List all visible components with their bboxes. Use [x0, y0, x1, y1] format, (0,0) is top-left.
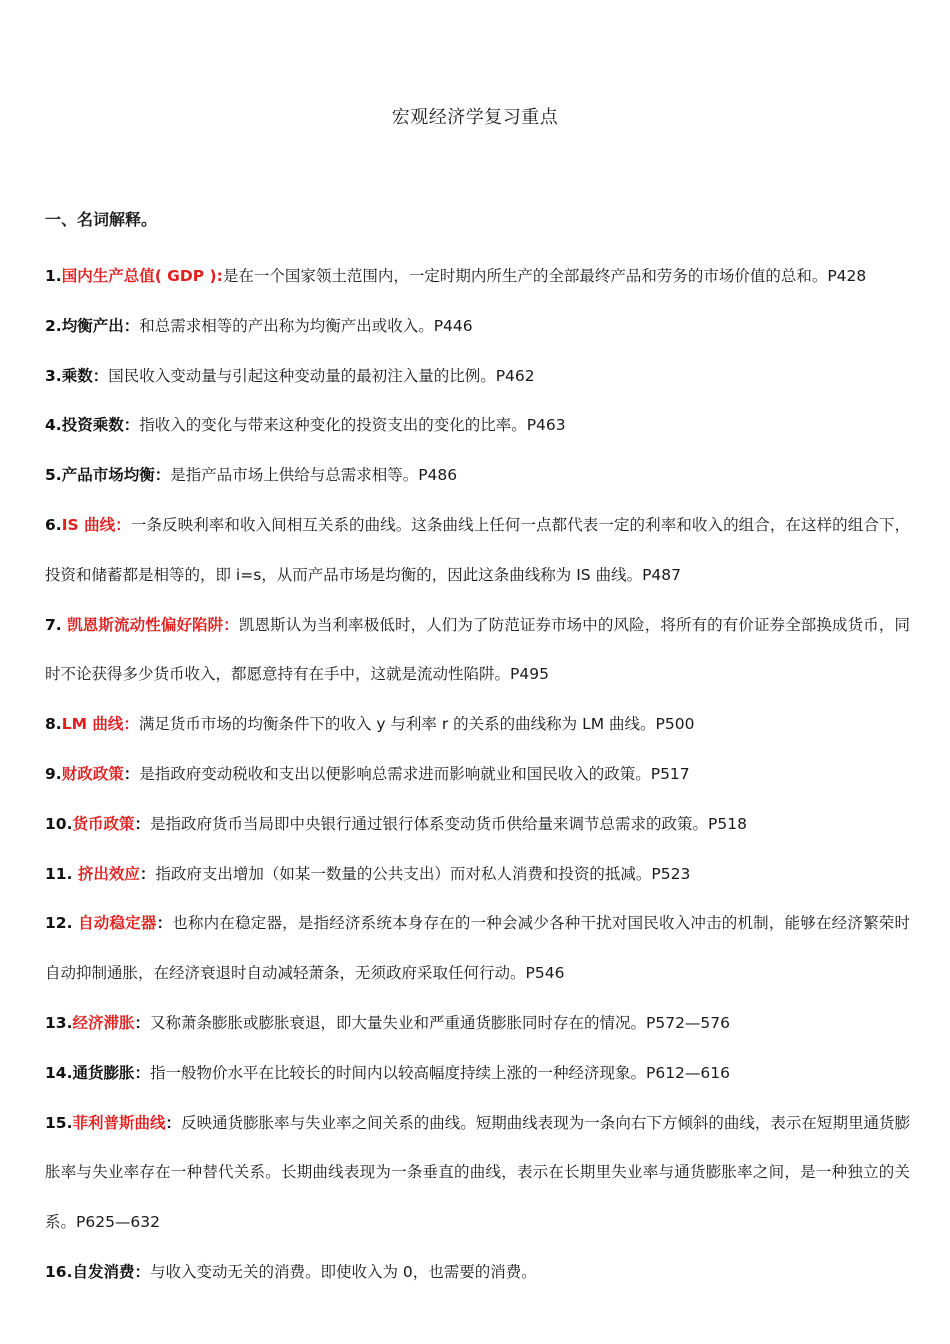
definition-entry-7 — [45, 601, 910, 701]
entry-term-punct: : — [216, 267, 223, 285]
entry-term-punct: ： — [165, 1113, 182, 1132]
entry-number: 8. — [45, 715, 62, 734]
definition-entry-9 — [45, 750, 910, 800]
entry-number: 13. — [45, 1013, 73, 1032]
definition-entry-8 — [45, 700, 910, 750]
entry-number: 11. — [45, 864, 78, 883]
definition-entry-5 — [45, 451, 910, 501]
entry-term-plain: 投资乘数： — [61, 416, 140, 435]
entry-definition: 反映通货膨胀率与失业率之间关系的曲线。短期曲线表现为一条向右下方倾斜的曲线，表示在短期里通货膨胀率与失业率存在一种替代关系。长期曲线表现为一条垂直的曲线，表示在长期里失业率与通货膨胀率之间，是一种独立的关系。P625—632 — [45, 1113, 910, 1232]
entry-number: 2. — [45, 316, 62, 335]
entry-term-punct: ： — [223, 615, 239, 634]
entry-definition: 和总需求相等的产出称为均衡产出或收入。P446 — [139, 316, 473, 335]
entry-definition: 指政府支出增加（如某一数量的公共支出）而对私人消费和投资的抵减。P523 — [155, 864, 691, 883]
entry-term-punct: ： — [134, 814, 150, 833]
entry-definition: 凯恩斯认为当利率极低时，人们为了防范证券市场中的风险，将所有的有价证券全部换成货币，同时不论获得多少货币收入，都愿意持有在手中，这就是流动性陷阱。P495 — [45, 615, 910, 684]
entry-term-punct: ： — [139, 864, 156, 883]
entry-number: 3. — [45, 366, 62, 385]
entry-number: 15. — [45, 1113, 73, 1132]
definition-entry-14 — [45, 1049, 910, 1099]
entry-term: 经济滞胀 — [72, 1013, 135, 1032]
definition-entry-16 — [45, 1248, 910, 1298]
section-heading: 一、名词解释。 — [45, 210, 158, 229]
definition-entry-1 — [45, 252, 910, 302]
entry-term-punct: ： — [156, 914, 173, 933]
entry-term: 菲利普斯曲线 — [72, 1113, 166, 1132]
entry-number: 16. — [45, 1262, 73, 1281]
entry-term: LM 曲线 — [61, 715, 124, 734]
entry-term-plain: 均衡产出： — [61, 316, 140, 335]
entry-definition: 是在一个国家领土范围内，一定时期内所生产的全部最终产品和劳务的市场价值的总和。P428 — [222, 267, 867, 285]
document-title: 宏观经济学复习重点 — [391, 107, 559, 128]
entry-term-punct: ： — [134, 1013, 150, 1032]
definition-list — [45, 252, 910, 1298]
entry-number: 4. — [45, 416, 62, 435]
entry-term: 自动稳定器 — [78, 914, 157, 933]
entry-term-punct: ： — [123, 764, 140, 783]
definition-entry-10 — [45, 800, 910, 850]
definition-entry-11 — [45, 850, 910, 900]
entry-number: 14. — [45, 1063, 73, 1082]
definition-entry-3 — [45, 352, 910, 402]
entry-definition: 是指产品市场上供给与总需求相等。P486 — [170, 466, 458, 485]
entry-definition: 满足货币市场的均衡条件下的收入 y 与利率 r 的关系的曲线称为 LM 曲线。P500 — [138, 715, 695, 734]
entry-term-plain: 通货膨胀： — [72, 1063, 150, 1082]
entry-definition: 国民收入变动量与引起这种变动量的最初注入量的比例。P462 — [108, 366, 535, 385]
entry-definition: 也称内在稳定器，是指经济系统本身存在的一种会减少各种干扰对国民收入冲击的机制，能够在经济繁荣时自动抑制通胀，在经济衰退时自动减轻萧条，无须政府采取任何行动。P546 — [45, 914, 910, 983]
entry-definition: 指一般物价水平在比较长的时间内以较高幅度持续上涨的一种经济现象。P612—616 — [149, 1063, 731, 1082]
entry-definition: 是指政府货币当局即中央银行通过银行体系变动货币供给量来调节总需求的政策。P518 — [150, 814, 747, 833]
entry-definition: 又称萧条膨胀或膨胀衰退，即大量失业和严重通货膨胀同时存在的情况。P572—576 — [150, 1013, 731, 1032]
entry-term-plain: 产品市场均衡： — [61, 466, 171, 485]
entry-term: 货币政策 — [72, 814, 135, 833]
entry-definition: 一条反映利率和收入间相互关系的曲线。这条曲线上任何一点都代表一定的利率和收入的组合，在这样的组合下，投资和储蓄都是相等的，即 i=s，从而产品市场是均衡的，因此这条曲线称为 IS 曲线。P487 — [45, 515, 910, 584]
entry-term-plain: 自发消费： — [72, 1262, 150, 1281]
definition-entry-13 — [45, 999, 910, 1049]
entry-definition: 与收入变动无关的消费。即使收入为 0，也需要的消费。 — [149, 1262, 537, 1281]
definition-entry-15 — [45, 1099, 910, 1248]
definition-entry-4 — [45, 401, 910, 451]
entry-number: 7. — [45, 615, 68, 634]
entry-number: 10. — [45, 814, 73, 833]
entry-term: 挤出效应 — [77, 864, 140, 883]
definition-entry-2 — [45, 302, 910, 352]
entry-definition: 是指政府变动税收和支出以便影响总需求进而影响就业和国民收入的政策。P517 — [139, 764, 690, 783]
entry-term: 财政政策 — [61, 764, 124, 783]
entry-number: 1. — [45, 267, 62, 285]
entry-term-plain: 乘数： — [61, 366, 109, 385]
entry-number: 9. — [45, 764, 62, 783]
entry-term-punct: ： — [123, 715, 139, 734]
definition-entry-12 — [45, 899, 910, 999]
entry-term: 凯恩斯流动性偏好陷阱 — [67, 615, 224, 634]
entry-number: 5. — [45, 466, 62, 485]
entry-number: 6. — [45, 515, 62, 534]
entry-number: 12. — [45, 914, 79, 933]
definition-entry-6 — [45, 501, 910, 601]
entry-term: IS 曲线： — [61, 515, 131, 534]
entry-term: 国内生产总值( GDP ) — [61, 267, 217, 285]
entry-definition: 指收入的变化与带来这种变化的投资支出的变化的比率。P463 — [139, 416, 566, 435]
